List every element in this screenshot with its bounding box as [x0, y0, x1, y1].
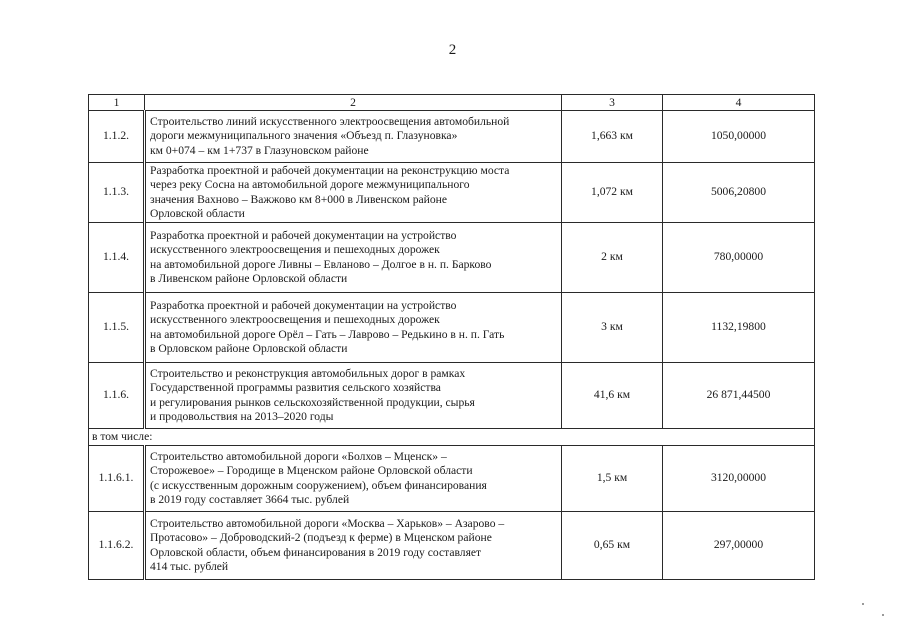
subheading-text: в том числе:	[89, 429, 815, 446]
description-line: Разработка проектной и рабочей документации на устройство	[150, 299, 457, 313]
row-description	[145, 163, 562, 223]
row-length: 1,663 км	[562, 111, 663, 163]
row-number: 1.1.4.	[89, 223, 145, 293]
description-line: 414 тыс. рублей	[150, 559, 229, 573]
row-amount: 780,00000	[663, 223, 815, 293]
table-row	[89, 512, 815, 580]
description-line: искусственного электроосвещения и пешеходных дорожек	[150, 243, 440, 257]
row-description	[145, 512, 562, 580]
row-number: 1.1.5.	[89, 293, 145, 363]
table-header-row	[89, 95, 815, 111]
row-number: 1.1.6.1.	[89, 446, 145, 512]
row-length: 41,6 км	[562, 363, 663, 429]
description-line: Строительство линий искусственного электроосвещения автомобильной	[150, 115, 510, 129]
description-line: в 2019 году составляет 3664 тыс. рублей	[150, 492, 350, 506]
description-line: Строительство автомобильной дороги «Болхов – Мценск» –	[150, 450, 447, 464]
description-line: Строительство автомобильной дороги «Москва – Харьков» – Азарово –	[150, 517, 505, 531]
row-amount: 1050,00000	[663, 111, 815, 163]
table-row	[89, 293, 815, 363]
description-line: Строительство и реконструкция автомобильных дорог в рамках	[150, 367, 466, 381]
table-row	[89, 111, 815, 163]
description-line: и продовольствия на 2013–2020 годы	[150, 409, 334, 423]
scan-speck	[862, 603, 864, 605]
description-line: на автомобильной дороге Орёл – Гать – Лаврово – Редькино в н. п. Гать	[150, 327, 505, 341]
column-header-4: 4	[663, 95, 815, 111]
page-number: 2	[448, 42, 457, 58]
row-length: 3 км	[562, 293, 663, 363]
description-line: через реку Сосна на автомобильной дороге межмуниципального	[150, 178, 470, 192]
row-amount: 297,00000	[663, 512, 815, 580]
row-amount: 1132,19800	[663, 293, 815, 363]
description-line: искусственного электроосвещения и пешеходных дорожек	[150, 313, 440, 327]
description-line: Разработка проектной и рабочей документации на устройство	[150, 229, 457, 243]
row-number: 1.1.2.	[89, 111, 145, 163]
scan-speck	[882, 614, 884, 616]
row-number: 1.1.6.	[89, 363, 145, 429]
table-row	[89, 363, 815, 429]
row-description	[145, 363, 562, 429]
row-number: 1.1.3.	[89, 163, 145, 223]
financing-table	[88, 94, 815, 580]
subheading-row	[89, 429, 815, 446]
description-line: Орловской области	[150, 206, 245, 220]
row-length: 1,072 км	[562, 163, 663, 223]
description-line: в Ливенском районе Орловской области	[150, 271, 348, 285]
row-length: 0,65 км	[562, 512, 663, 580]
row-description	[145, 446, 562, 512]
description-line: значения Вахново – Важжово км 8+000 в Ливенском районе	[150, 192, 448, 206]
row-number: 1.1.6.2.	[89, 512, 145, 580]
row-length: 2 км	[562, 223, 663, 293]
table-row	[89, 223, 815, 293]
description-line: км 0+074 – км 1+737 в Глазуновском районе	[150, 143, 369, 157]
description-line: дороги межмуниципального значения «Объезд п. Глазуновка»	[150, 129, 458, 143]
description-line: Протасово» – Доброводский-2 (подъезд к ферме) в Мценском районе	[150, 531, 492, 545]
description-line: Орловской области, объем финансирования в 2019 году составляет	[150, 545, 482, 559]
column-header-1: 1	[89, 95, 145, 111]
description-line: Государственной программы развития сельского хозяйства	[150, 381, 441, 395]
description-line: Разработка проектной и рабочей документации на реконструкцию моста	[150, 164, 510, 178]
row-length: 1,5 км	[562, 446, 663, 512]
table-row	[89, 163, 815, 223]
row-amount: 3120,00000	[663, 446, 815, 512]
row-description	[145, 293, 562, 363]
row-amount: 5006,20800	[663, 163, 815, 223]
row-amount: 26 871,44500	[663, 363, 815, 429]
row-description	[145, 111, 562, 163]
table-row	[89, 446, 815, 512]
description-line: (с искусственным дорожным сооружением), объем финансирования	[150, 478, 487, 492]
column-header-3: 3	[562, 95, 663, 111]
description-line: на автомобильной дороге Ливны – Евланово – Долгое в н. п. Барково	[150, 257, 492, 271]
description-line: в Орловском районе Орловской области	[150, 341, 348, 355]
description-line: и регулирования рынков сельскохозяйственной продукции, сырья	[150, 395, 475, 409]
description-line: Сторожевое» – Городище в Мценском районе Орловской области	[150, 464, 473, 478]
row-description	[145, 223, 562, 293]
column-header-2: 2	[145, 95, 562, 111]
